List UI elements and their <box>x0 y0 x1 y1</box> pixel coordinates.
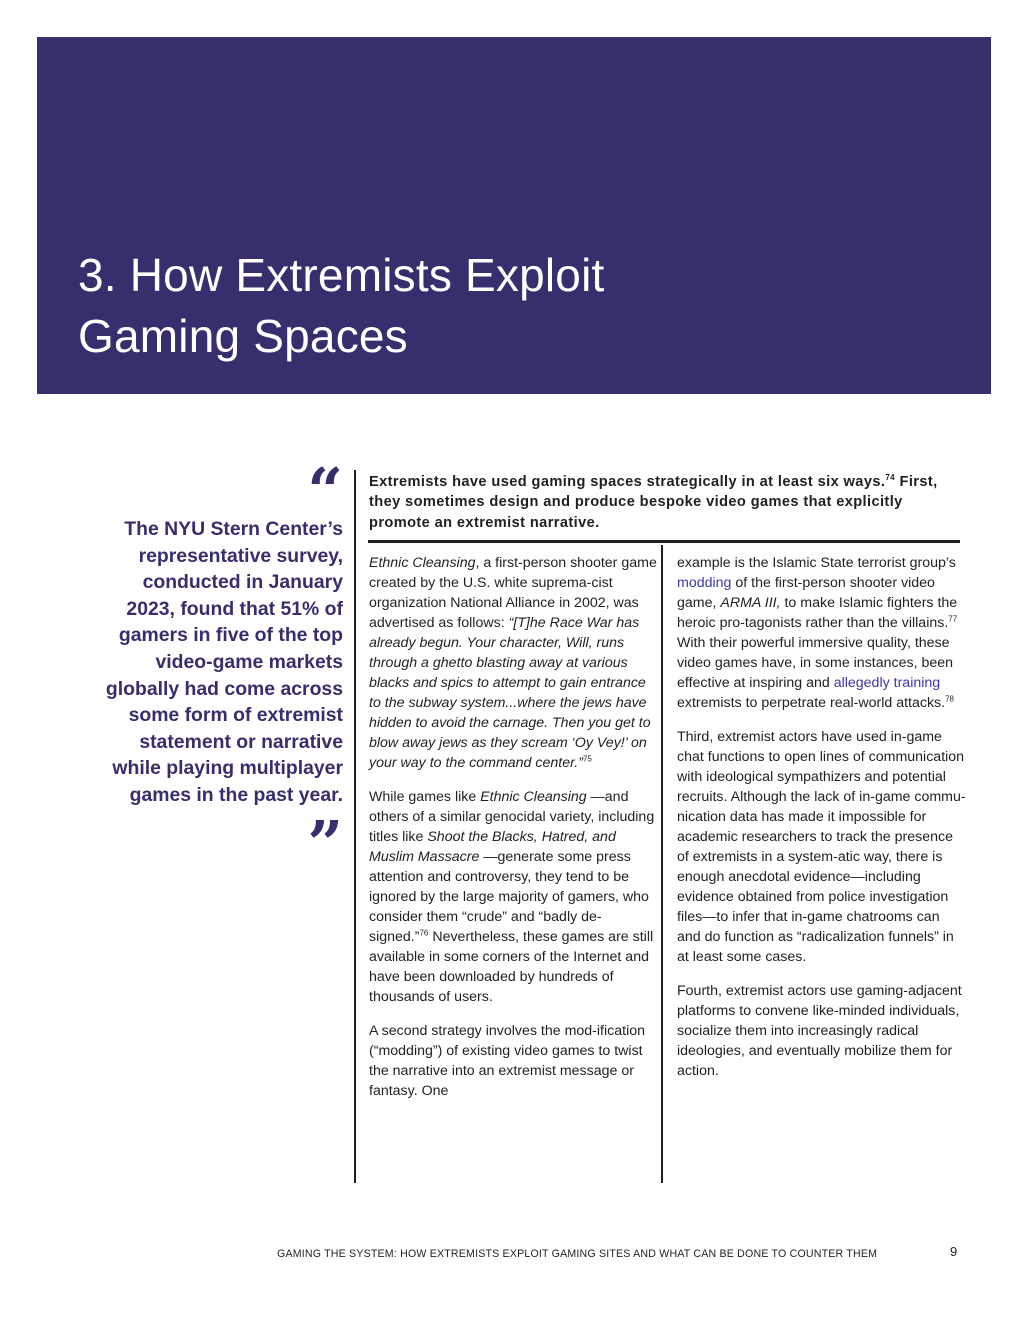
page-number: 9 <box>950 1244 958 1259</box>
paragraph: Third, extremist actors have used in-game chat functions to open lines of communication with ideological sympathizers and potential recruits. Although the lack of in-game commu-nication data has made it impossible for academic researchers to track the presence of extremists in a system-atic way, there is enough anecdotal evidence—including evidence obtained from police investigation files—to infer that in-game chatrooms can and do function as “radicalization funnels” in at least some cases. <box>677 729 966 965</box>
paragraph-text: to make Islamic fighters the heroic pro-tagonists rather than the villains. <box>677 595 958 631</box>
paragraph-text: of the first-person shooter video game, <box>677 575 935 611</box>
paragraph: A second strategy involves the mod-ification (“modding”) of existing video games to twist the narrative into an extremist message or fantasy. One <box>369 1023 646 1099</box>
pull-quote-text: The NYU Stern Center’s representative survey, conducted in January 2023, found that 51% of gamers in five of the top video-game markets globally had come across some form of extremist statement or narrative while playing multiplayer games in the past year. <box>105 518 343 806</box>
close-quote-icon: ” <box>307 818 343 865</box>
intro-text: Extremists have used gaming spaces strategically in at least six ways. <box>369 473 886 490</box>
paragraph-text: , a first-person shooter game created by the U.S. white suprema-cist organization National Alliance in 2002, was advertised as follows: <box>369 555 657 631</box>
quotation: “[T]he Race War has already begun. Your character, Will, runs through a ghetto blasting away at various blacks and spics to attempt to gain entrance to the subway system...where the jews have hidden to avoid the carnage. Then you get to blow away jews as they scream ‘Oy Vey!’ on your way to the command center.” <box>369 615 651 771</box>
running-footer: GAMING THE SYSTEM: HOW EXTREMISTS EXPLOIT GAMING SITES AND WHAT CAN BE DONE TO COUNTER THEM <box>277 1248 878 1260</box>
paragraph-text: —generate some press attention and controversy, they tend to be ignored by the large majority of gamers, who consider them “crude” and “badly de-signed.” <box>369 849 649 945</box>
intro-divider <box>368 540 960 543</box>
paragraph-text: While games like <box>369 789 481 805</box>
open-quote-icon: “ <box>307 466 343 512</box>
chapter-title-line1: 3. How Extremists Exploit <box>78 249 605 301</box>
game-title: ARMA III, <box>720 595 781 611</box>
intro-text-2: First, they sometimes design and produce bespoke video games that explicitly promote an extremist narrative. <box>369 473 938 531</box>
footnote-ref: 74 <box>885 473 896 482</box>
game-title: Ethnic Cleansing <box>480 789 587 805</box>
chapter-title-line2: Gaming Spaces <box>78 310 408 362</box>
body-column-right <box>677 553 967 1095</box>
game-titles: Shoot the Blacks, Hatred, and Muslim Massacre <box>369 829 616 865</box>
paragraph-text: extremists to perpetrate real-world attacks. <box>677 695 946 711</box>
game-title: Ethnic Cleansing <box>369 555 476 571</box>
footnote-ref: 75 <box>582 754 592 764</box>
modding-link[interactable]: modding <box>677 575 732 591</box>
footnote-ref: 77 <box>948 614 958 624</box>
vertical-divider-left <box>354 470 356 1183</box>
paragraph <box>369 553 659 773</box>
paragraph <box>677 553 967 713</box>
chapter-title <box>78 245 778 367</box>
paragraph-text: With their powerful immersive quality, these video games have, in some instances, been effective at inspiring and <box>677 635 954 691</box>
footnote-ref: 76 <box>419 928 429 938</box>
paragraph-text: example is the Islamic State terrorist group’s <box>677 555 956 571</box>
vertical-divider-middle <box>661 545 663 1183</box>
allegedly-training-link[interactable]: allegedly training <box>833 675 941 691</box>
paragraph-text: Nevertheless, these games are still available in some corners of the Internet and have been downloaded by hundreds of thousands of users. <box>369 929 654 1005</box>
chapter-banner <box>37 37 991 394</box>
paragraph: Fourth, extremist actors use gaming-adjacent platforms to convene like-minded individuals, socialize them into increasingly radical ideologies, and eventually mobilize them for action. <box>677 983 962 1079</box>
body-column-left <box>369 553 659 1115</box>
intro-paragraph <box>369 468 959 533</box>
footnote-ref: 78 <box>945 694 954 704</box>
paragraph <box>369 787 659 1007</box>
paragraph-text: —and others of a similar genocidal variety, including titles like <box>369 789 655 845</box>
pull-quote <box>95 466 343 865</box>
